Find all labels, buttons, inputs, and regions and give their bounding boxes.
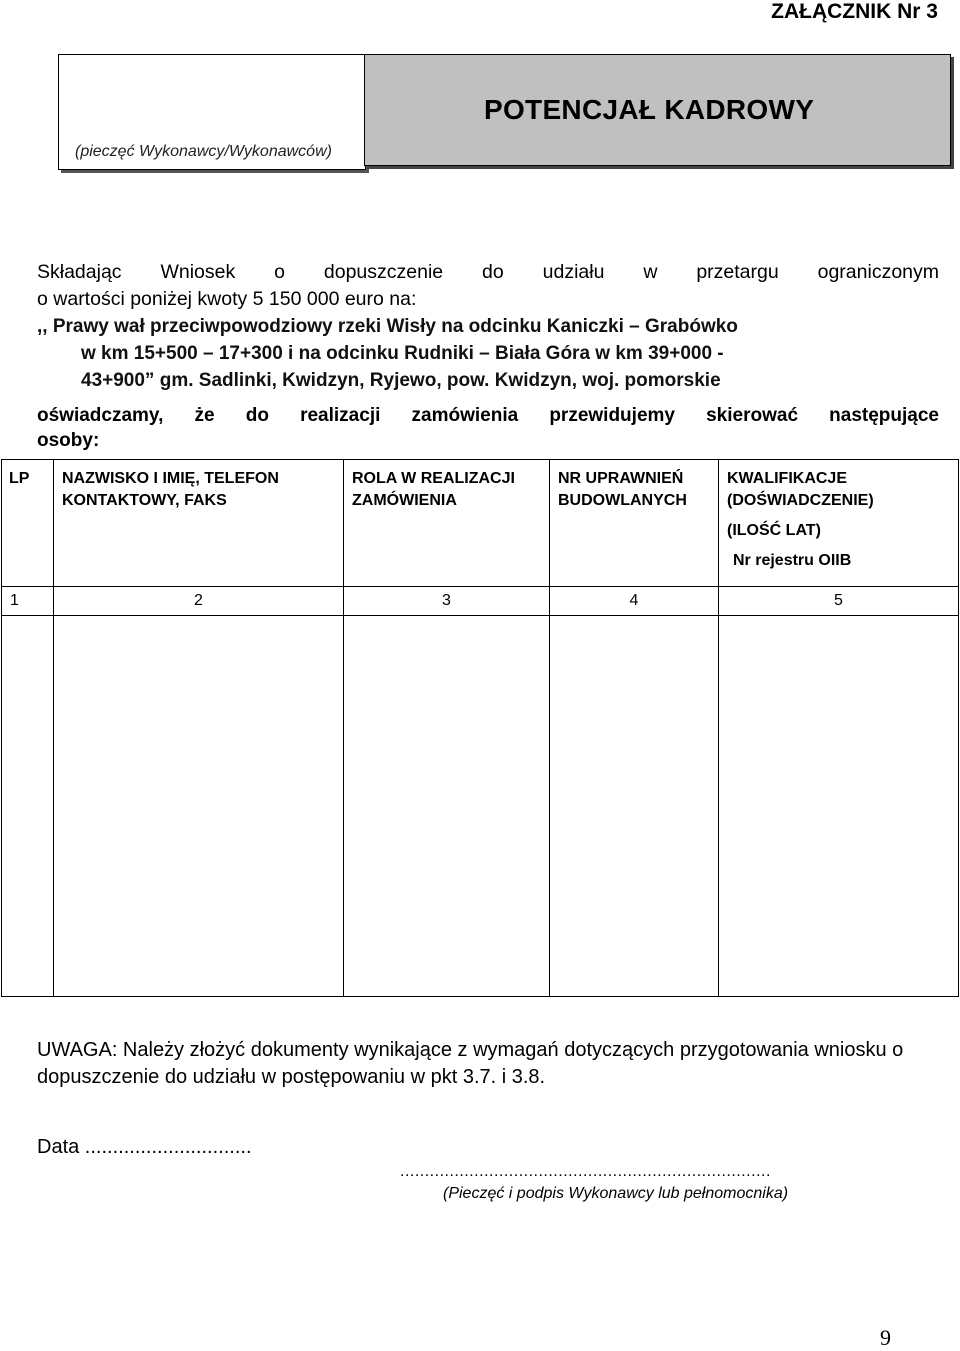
staff-table <box>1 459 959 997</box>
entry-cell-qualifications[interactable] <box>719 616 959 997</box>
column-number-1: 1 <box>2 587 54 616</box>
intro-line-1: Składając Wniosek o dopuszczenie do udziału w przetargu ograniczonym <box>37 261 939 283</box>
date-field: Data .............................. <box>37 1136 252 1158</box>
declaration-line-2: osoby: <box>37 430 100 451</box>
header-qualifications <box>719 460 959 587</box>
header-qualifications-line-1: KWALIFIKACJE (DOŚWIADCZENIE) <box>727 470 874 509</box>
entry-cell-name-contact[interactable] <box>54 616 344 997</box>
header-role: ROLA W REALIZACJI ZAMÓWIENIA <box>344 460 550 587</box>
column-number-row <box>2 587 959 616</box>
declaration-paragraph <box>37 403 939 453</box>
intro-line-2: o wartości poniżej kwoty 5 150 000 euro na: <box>37 288 417 310</box>
project-line-2: w km 15+500 – 17+300 i na odcinku Rudniki – Biała Góra w km 39+000 - <box>81 343 724 364</box>
project-line-1: ,, Prawy wał przeciwpowodziowy rzeki Wisły na odcinku Kaniczki – Grabówko <box>37 316 738 337</box>
column-number-2: 2 <box>54 587 344 616</box>
entry-cell-permit-number[interactable] <box>550 616 719 997</box>
table-row <box>2 616 959 997</box>
signature-caption: (Pieczęć i podpis Wykonawcy lub pełnomocnika) <box>443 1185 789 1202</box>
stamp-caption: (pieczęć Wykonawcy/Wykonawców) <box>75 143 332 160</box>
column-number-5: 5 <box>719 587 959 616</box>
page-title: POTENCJAŁ KADROWY <box>484 94 815 125</box>
column-number-4: 4 <box>550 587 719 616</box>
table-header-row <box>2 460 959 587</box>
project-line-3: 43+900” gm. Sadlinki, Kwidzyn, Ryjewo, pow. Kwidzyn, woj. pomorskie <box>81 370 721 391</box>
project-title <box>37 313 907 394</box>
header-lp: LP <box>2 460 54 587</box>
entry-cell-lp[interactable] <box>2 616 54 997</box>
entry-cell-role[interactable] <box>344 616 550 997</box>
annex-label: ZAŁĄCZNIK Nr 3 <box>771 0 938 23</box>
declaration-line-1: oświadczamy, że do realizacji zamówienia przewidujemy skierować następujące <box>37 405 939 426</box>
header-permit-number: NR UPRAWNIEŃ BUDOWLANYCH <box>550 460 719 587</box>
note-paragraph: UWAGA: Należy złożyć dokumenty wynikające z wymagań dotyczących przygotowania wniosku o dopuszczenie do udziału w postępowaniu w pkt 3.7. i 3.8. <box>37 1039 904 1088</box>
page-number: 9 <box>880 1325 891 1350</box>
intro-paragraph <box>37 259 939 313</box>
column-number-3: 3 <box>344 587 550 616</box>
header-name-contact: NAZWISKO I IMIĘ, TELEFON KONTAKTOWY, FAKS <box>54 460 344 587</box>
header-qualifications-line-3: Nr rejestru OIIB <box>733 552 852 569</box>
signature-line: ........................................................................... <box>400 1163 771 1180</box>
header-qualifications-line-2: (ILOŚĆ LAT) <box>727 522 821 539</box>
